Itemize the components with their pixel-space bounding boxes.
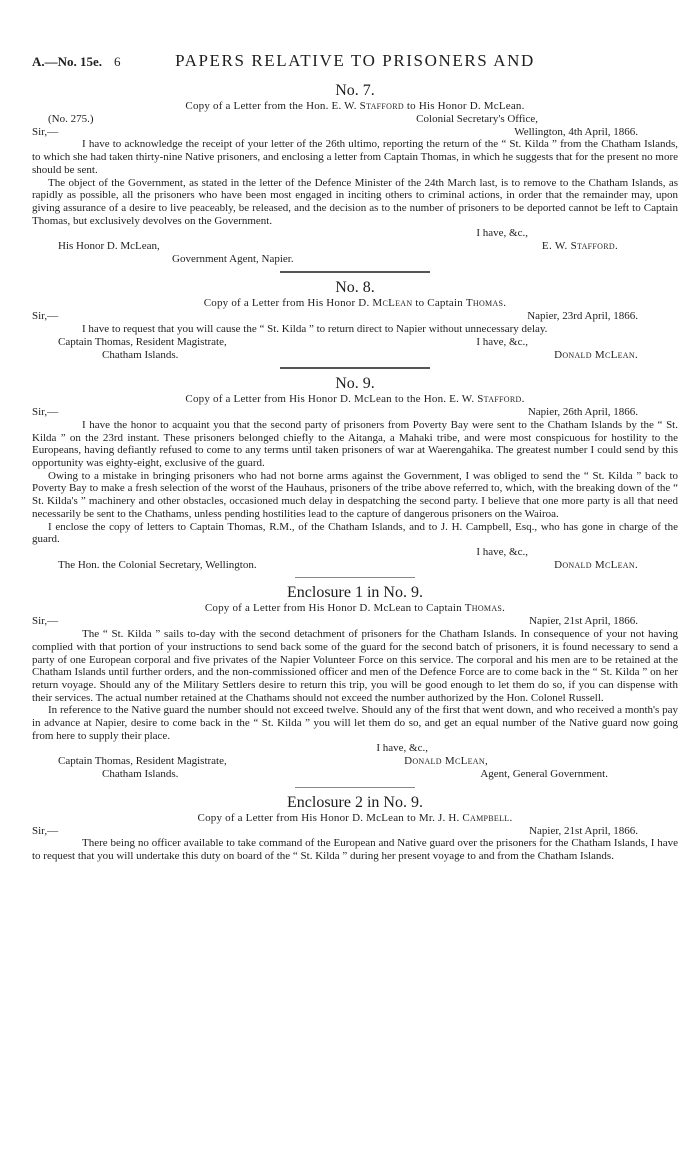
paragraph: There being no officer available to take command of the European and Native guard over the prisoners for the Chatham Islands, I have to request that you will undertake this duty on board of the “ St. Kilda ” during her present voyage to and from the Chatham Islands. [32,837,678,862]
letter-no-9 [32,375,678,571]
addressee: Captain Thomas, Resident Magistrate, [58,335,227,348]
paragraph: The “ St. Kilda ” sails to-day with the second detachment of prisoners for the Chatham Islands. In consequence of your not having complied with that portion of your instructions to send back some of the guard for the second batch of prisoners, it is found necessary to send a party of one European corporal and five privates of the Napier Volunteer Force on this service. The corporal and his men are to be retained at the Chatham Islands until further orders, and the non-commissioned officer and men of the Defence Force are to come back in the “ St. Kilda ” on her return voyage. Should any of the Military Settlers desire to return this trip, you will be good enough to let them do so, if you can dispense with their services. The actual number retained at the Chathams should not exceed the number authorized by the Hon. Colonel Russell. [32,628,678,704]
letter-date: Napier, 23rd April, 1866. [527,310,638,323]
letter-date: Napier, 21st April, 1866. [529,615,638,628]
letter-subtitle: Copy of a Letter from His Honor D. McLean to Captain Thomas. [204,602,506,615]
document-reference: A.—No. 15e. [32,54,103,69]
salutation: Sir,— [32,125,59,138]
letter-heading: No. 8. [335,279,375,297]
letter-subtitle: Copy of a Letter from His Honor D. McLean to the Hon. E. W. Stafford. [185,393,525,406]
salutation-row [32,126,678,139]
salutation: Sir,— [32,310,59,323]
section-divider [280,271,430,273]
signature: Donald McLean. [554,558,638,571]
letter-subtitle: Copy of a Letter from His Honor D. McLean to Mr. J. H. Campbell. [197,811,513,824]
page-number: 6 [114,54,121,69]
letter-heading: No. 7. [335,82,375,99]
letter-date: Wellington, 4th April, 1866. [514,125,638,138]
enclosure-1 [32,584,678,780]
closing: I have, &c., [476,227,528,240]
paragraph: I have to acknowledge the receipt of your letter of the 26th ultimo, reporting the return of the “ St. Kilda ” from the Chatham Islands, to which she had taken thirty-nine Native prisoners, and enclosing a letter from Captain Thomas, in which he suggests that for the present no more should be sent. [32,138,678,176]
paragraph: The object of the Government, as stated in the letter of the Defence Minister of the 24th March last, is to remove to the Chatham Islands, as rapidly as possible, all the prisoners who have been most engaged in inciting others to criminal actions, in order that the remainder may, upon giving assurance of a desire to live peaceably, be released, and the decision as to the number of prisoners to be deported cannot be left to Captain Thomas, but exclusively devolves on the Government. [32,176,678,227]
section-divider [280,367,430,369]
addressee: Captain Thomas, Resident Magistrate, [58,755,227,768]
addressee-line: Chatham Islands. [102,348,179,361]
addressee: The Hon. the Colonial Secretary, Wellington. [58,558,257,571]
addressee: His Honor D. McLean, [58,240,160,253]
letter-no-7 [32,82,678,265]
paragraph: I have to request that you will cause the “ St. Kilda ” to return direct to Napier without unnecessary delay. [82,323,548,336]
paragraph: In reference to the Native guard the number should not exceed twelve. Should any of the first that went down, and who received a month's pay in advance at Napier, desire to come back in the “ St. Kilda ” you will let them do so, and get an equal number of the Native guard now going from here to supply their place. [32,704,678,742]
running-head [32,51,678,80]
document-page [0,51,700,1175]
letter-heading: No. 9. [335,375,375,393]
enclosure-2 [32,794,678,863]
signature: E. W. Stafford. [541,240,618,253]
letter-number-row [32,113,678,126]
paragraph: Owing to a mistake in bringing prisoners who had not borne arms against the Government, I was obliged to send the “ St. Kilda ” back to Poverty Bay to make a fresh selection of the worst of the Hauhaus, prisoners of the tribe above referred to, which, with the breaking down of the “ St. Kilda's ” machinery and other obstacles, occasioned much delay in despatching the second party. I believe that one more party is all that need necessarily be sent to the Chathams, unless pending hostilities lead to the capture of dangerous prisoners on the Wairoa. [32,469,678,520]
salutation: Sir,— [32,615,59,628]
salutation: Sir,— [32,824,59,837]
letter-number: (No. 275.) [48,113,94,125]
addressee-line: Chatham Islands. [102,767,179,780]
signature: Donald McLean, [404,755,488,768]
page-title: PAPERS RELATIVE TO PRISONERS AND [175,51,535,70]
closing: I have, &c., [476,335,528,348]
letter-date: Napier, 21st April, 1866. [529,824,638,837]
closing: I have, &c., [476,545,528,558]
enclosure-heading: Enclosure 2 in No. 9. [287,793,423,811]
letter-date: Napier, 26th April, 1866. [527,406,638,419]
office-name: Colonial Secretary's Office, [416,113,538,125]
enclosure-heading: Enclosure 1 in No. 9. [287,584,423,602]
closing: I have, &c., [376,742,428,755]
letter-subtitle: Copy of a Letter from the Hon. E. W. Stafford to His Honor D. McLean. [185,100,525,112]
paragraph: I enclose the copy of letters to Captain Thomas, R.M., of the Chatham Islands, and to J. H. Campbell, Esq., who has gone in charge of the guard. [32,520,678,546]
signature-title: Agent, General Government. [480,767,608,780]
letter-subtitle: Copy of a Letter from His Honor D. McLean to Captain Thomas. [203,297,507,310]
letter-no-8 [32,279,678,361]
salutation: Sir,— [32,406,59,419]
addressee-line: Government Agent, Napier. [172,252,294,265]
section-divider [295,577,415,578]
paragraph: I have the honor to acquaint you that the second party of prisoners from Poverty Bay were sent to the Chatham Islands by the “ St. Kilda ” on the 23rd instant. These prisoners belonged chiefly to the Aitanga, a Mahaki tribe, and were most conspicuous for hostility to the Europeans, having defiantly refused to come to any terms until taken prisoners of war at Waerengahika. The greatest number I could send by this opportunity was eighty-eight, exclusive of the guard. [32,418,678,470]
section-divider [295,787,415,788]
signature: Donald McLean. [554,348,638,361]
